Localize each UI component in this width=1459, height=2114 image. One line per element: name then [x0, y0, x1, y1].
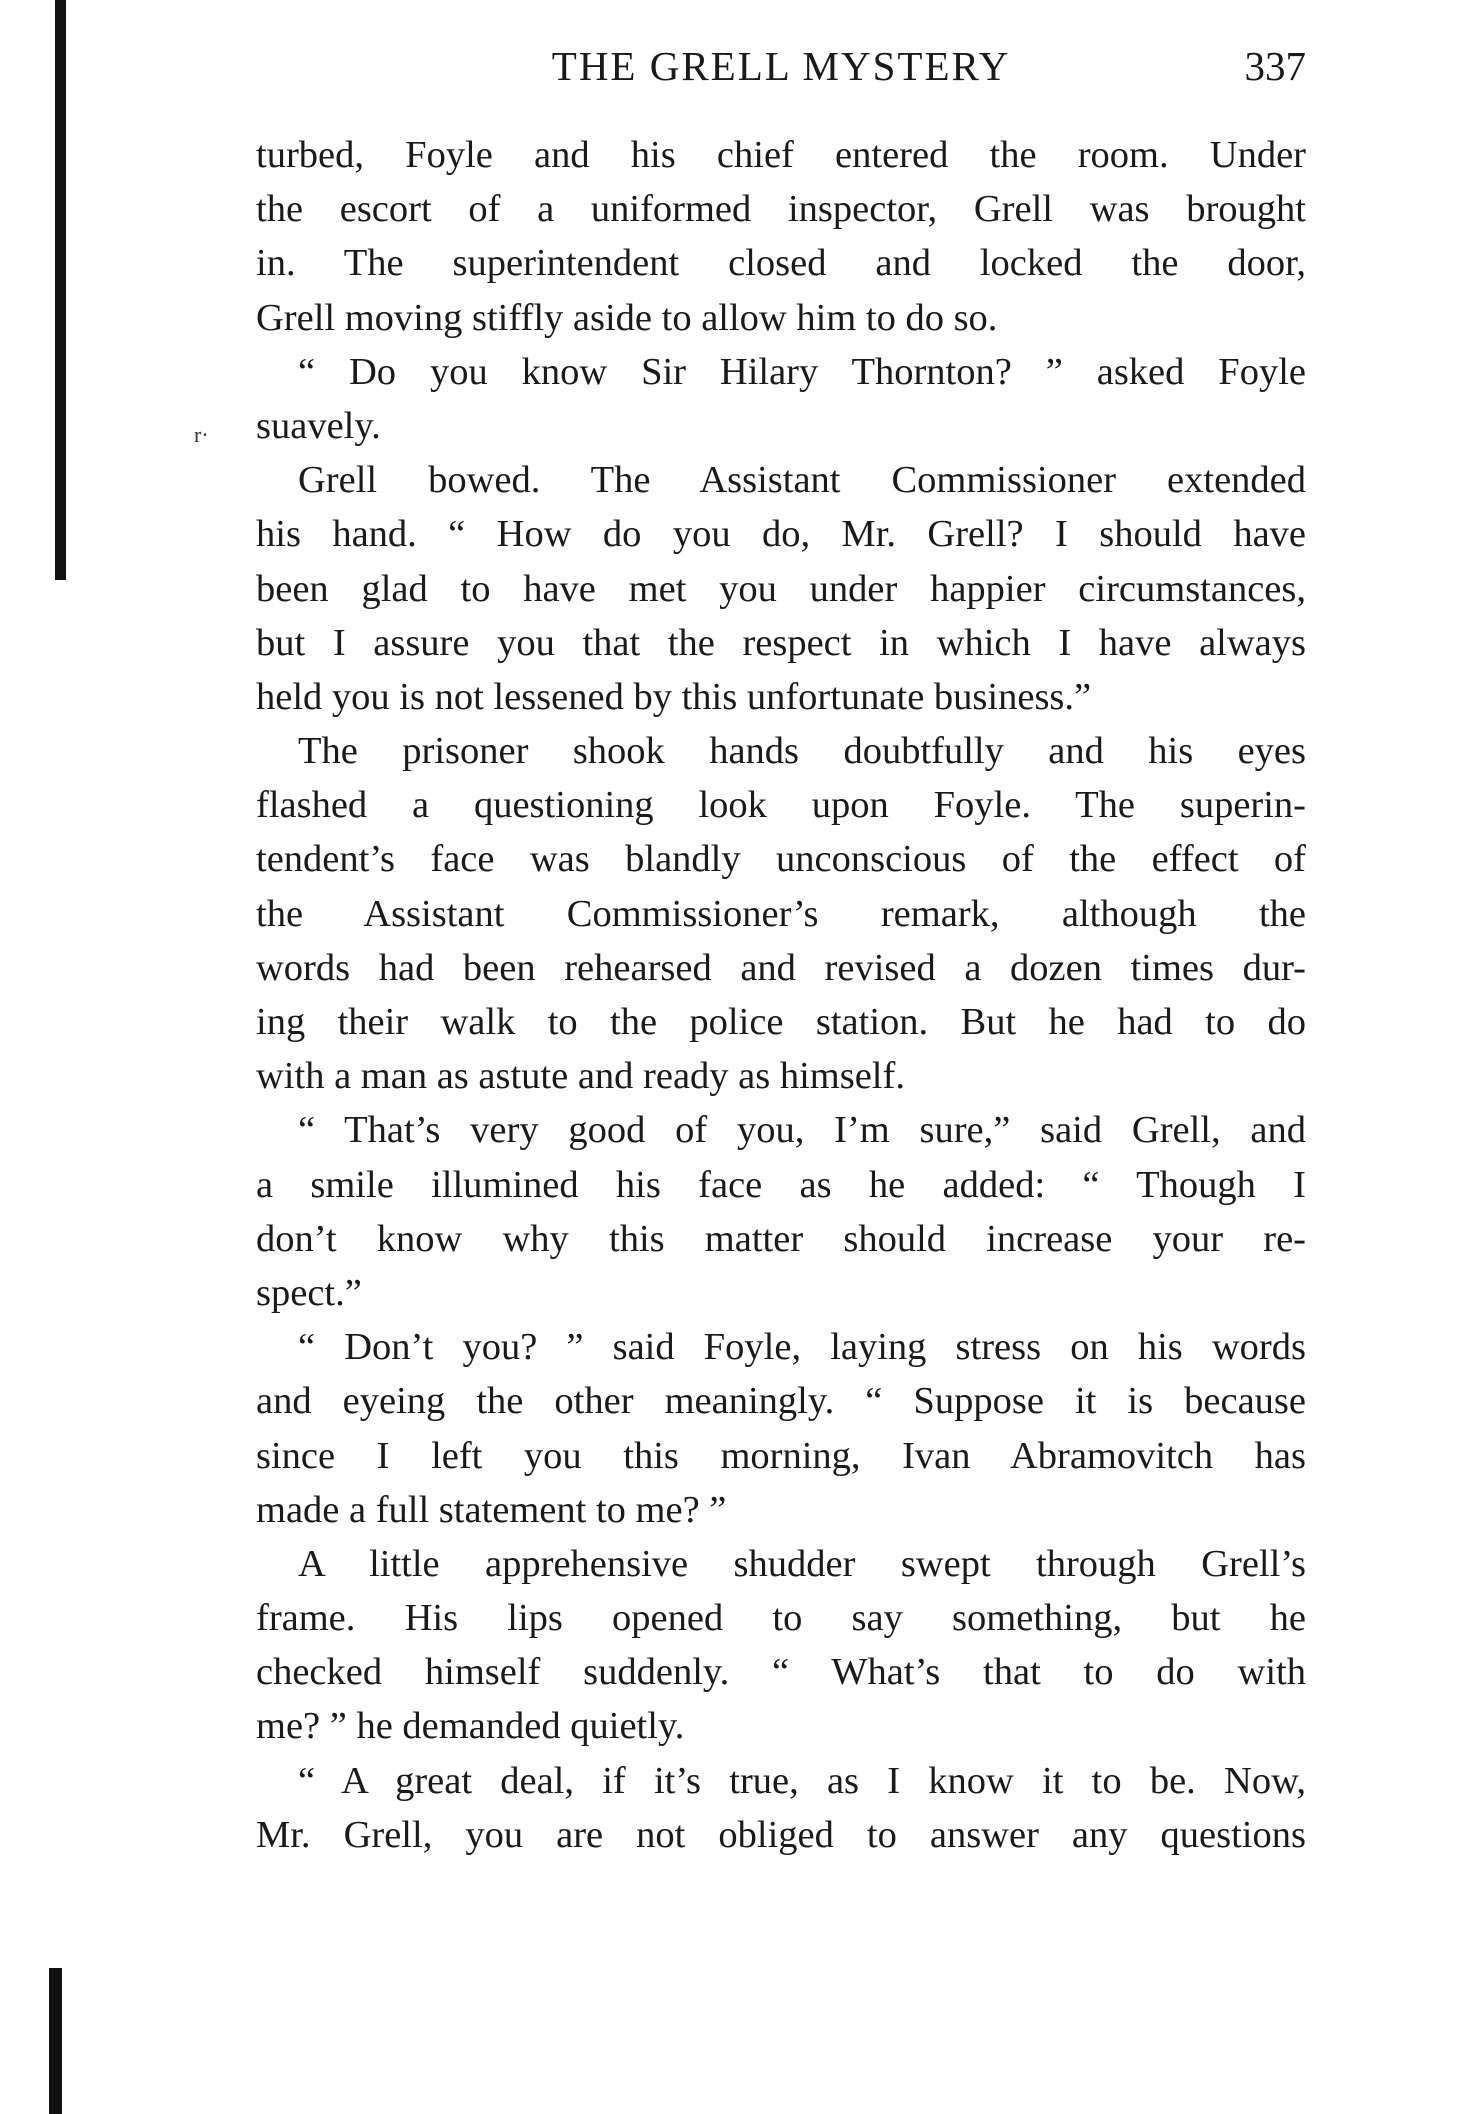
text-line: Mr. Grell, you are not obliged to answer any questions	[256, 1813, 1306, 1856]
running-head	[256, 42, 1306, 102]
text-line: the Assistant Commissioner’s remark, although the	[256, 892, 1306, 935]
text-line: made a full statement to me? ”	[256, 1488, 727, 1531]
text-line: me? ” he demanded quietly.	[256, 1705, 685, 1748]
text-line: suavely.	[256, 404, 381, 447]
text-line: held you is not lessened by this unfortunate business.”	[256, 675, 1092, 718]
text-line: don’t know why this matter should increase your re-	[256, 1217, 1306, 1260]
text-line: but I assure you that the respect in which I have always	[256, 621, 1306, 664]
text-line: spect.”	[256, 1271, 362, 1314]
text-line: The prisoner shook hands doubtfully and his eyes	[298, 730, 1306, 773]
text-line: “ Do you know Sir Hilary Thornton? ” asked Foyle	[298, 350, 1306, 393]
binding-shadow-bottom	[49, 1968, 62, 2114]
binding-shadow-top	[55, 0, 66, 580]
text-line: his hand. “ How do you do, Mr. Grell? I should have	[256, 513, 1306, 556]
page-number: 337	[1244, 43, 1306, 89]
text-line: “ Don’t you? ” said Foyle, laying stress on his words	[298, 1326, 1306, 1369]
text-line: flashed a questioning look upon Foyle. The superin-	[256, 784, 1306, 827]
text-line: A little apprehensive shudder swept through Grell’s	[298, 1542, 1306, 1585]
text-line: a smile illumined his face as he added: “ Though I	[256, 1163, 1306, 1206]
text-line: tendent’s face was blandly unconscious of the effect of	[256, 838, 1306, 881]
text-line: words had been rehearsed and revised a dozen times dur-	[256, 946, 1306, 989]
body-text	[256, 128, 1306, 1862]
text-line: checked himself suddenly. “ What’s that to do with	[256, 1651, 1306, 1694]
text-line: in. The superintendent closed and locked the door,	[256, 242, 1306, 285]
text-line: since I left you this morning, Ivan Abramovitch has	[256, 1434, 1306, 1477]
text-line: “ A great deal, if it’s true, as I know it to be. Now,	[298, 1759, 1306, 1802]
margin-mark: r·	[194, 422, 209, 447]
text-line: turbed, Foyle and his chief entered the room. Under	[256, 134, 1306, 176]
text-line: Grell bowed. The Assistant Commissioner extended	[298, 459, 1306, 502]
text-line: Grell moving stiffly aside to allow him to do so.	[256, 296, 998, 339]
running-title: THE GRELL MYSTERY	[551, 43, 1011, 89]
text-line: frame. His lips opened to say something, but he	[256, 1597, 1306, 1640]
text-line: “ That’s very good of you, I’m sure,” said Grell, and	[298, 1109, 1306, 1152]
text-line: the escort of a uniformed inspector, Grell was brought	[256, 188, 1306, 231]
text-line: been glad to have met you under happier circumstances,	[256, 567, 1306, 610]
text-line: and eyeing the other meaningly. “ Suppose it is because	[256, 1380, 1306, 1423]
text-line: ing their walk to the police station. But he had to do	[256, 1001, 1306, 1043]
text-line: with a man as astute and ready as himself.	[256, 1055, 905, 1098]
